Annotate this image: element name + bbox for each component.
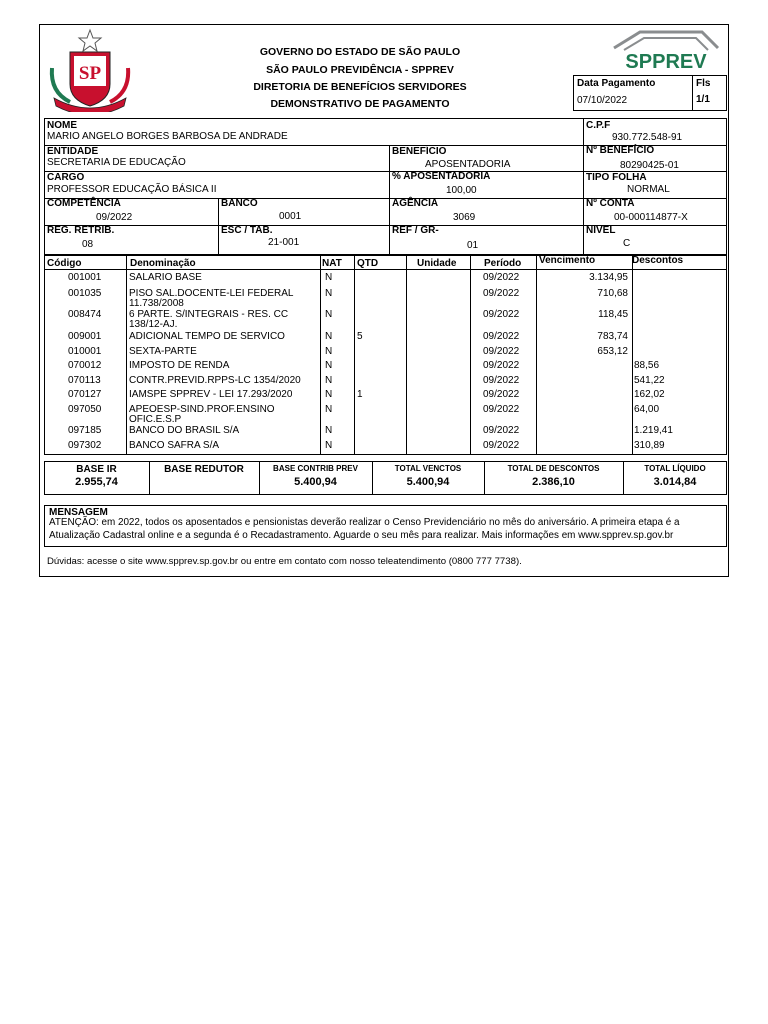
account-value: 00-000114877-X: [614, 212, 688, 223]
item-period: 09/2022: [483, 404, 520, 415]
item-code: 009001: [68, 331, 102, 342]
item-description: BANCO DO BRASIL S/A: [129, 425, 240, 436]
total-deductions-value: 2.386,10: [532, 476, 575, 488]
item-period: 09/2022: [483, 375, 520, 386]
item-earning: 653,12: [597, 346, 628, 357]
col-header-earnings: Vencimento: [539, 255, 596, 266]
item-deduction: 88,56: [634, 360, 660, 371]
item-description: PISO SAL.DOCENTE-LEI FEDERAL: [129, 288, 294, 299]
item-nat: N: [325, 425, 333, 436]
item-description: APEOESP-SIND.PROF.ENSINO: [129, 404, 275, 415]
header-line-3: DIRETORIA DE BENEFÍCIOS SERVIDORES: [253, 81, 467, 93]
item-description: ADICIONAL TEMPO DE SERVICO: [129, 331, 285, 342]
item-nat: N: [325, 272, 333, 283]
item-deduction: 162,02: [634, 389, 665, 400]
col-header-code: Código: [47, 258, 82, 269]
item-code: 001001: [68, 272, 102, 283]
item-description-cont: 138/12-AJ.: [129, 319, 178, 330]
item-period: 09/2022: [483, 288, 520, 299]
total-deductions-label: TOTAL DE DESCONTOS: [507, 464, 600, 473]
level-value: C: [623, 238, 631, 249]
item-period: 09/2022: [483, 440, 520, 451]
net-total-value: 3.014,84: [653, 476, 697, 488]
help-text: Dúvidas: acesse o site www.spprev.sp.gov.br ou entre em contato com nosso teleatendimento (0800 777 7738).: [47, 556, 522, 567]
page-number: 1/1: [696, 94, 710, 105]
item-code: 070012: [68, 360, 102, 371]
header-line-1: GOVERNO DO ESTADO DE SÃO PAULO: [259, 46, 461, 58]
header-line-2: SÃO PAULO PREVIDÊNCIA - SPPREV: [266, 64, 454, 76]
item-nat: N: [325, 389, 333, 400]
item-description: 6 PARTE. S/INTEGRAIS - RES. CC: [129, 309, 289, 320]
item-deduction: 310,89: [634, 440, 665, 451]
header-line-4: DEMONSTRATIVO DE PAGAMENTO: [270, 98, 450, 110]
total-earnings-value: 5.400,94: [406, 476, 450, 488]
base-ir-label: BASE IR: [76, 464, 117, 475]
benefit-number-value: 80290425-01: [620, 160, 679, 171]
svg-text:SP: SP: [78, 63, 102, 84]
item-period: 09/2022: [483, 272, 520, 283]
page-label: Fls: [696, 78, 711, 89]
col-header-period: Período: [484, 258, 522, 269]
pay-regime-value: 08: [82, 239, 94, 250]
position-label: CARGO: [47, 172, 85, 183]
item-code: 008474: [68, 309, 102, 320]
level-label: NIVEL: [586, 225, 616, 236]
item-description: BANCO SAFRA S/A: [129, 440, 220, 451]
cpf-value: 930.772.548-91: [612, 132, 683, 143]
bank-value: 0001: [279, 211, 302, 222]
item-code: 001035: [68, 288, 102, 299]
item-qty: 5: [357, 331, 363, 342]
bank-label: BANCO: [221, 198, 258, 209]
scale-table-value: 21-001: [268, 237, 300, 248]
entity-label: ENTIDADE: [47, 146, 99, 157]
item-description: CONTR.PREVID.RPPS-LC 1354/2020: [129, 375, 301, 386]
item-description: SEXTA-PARTE: [129, 346, 197, 357]
item-nat: N: [325, 288, 333, 299]
item-nat: N: [325, 331, 333, 342]
position-value: PROFESSOR EDUCAÇÃO BÁSICA II: [47, 184, 217, 195]
item-deduction: 541,22: [634, 375, 665, 386]
item-description-cont: OFIC.E.S.P: [129, 414, 182, 425]
col-header-unit: Unidade: [417, 258, 457, 269]
retirement-percent-label: % APOSENTADORIA: [392, 171, 491, 182]
item-deduction: 64,00: [634, 404, 660, 415]
payment-date: 07/10/2022: [577, 95, 628, 106]
base-reducer-label: BASE REDUTOR: [164, 464, 244, 475]
item-period: 09/2022: [483, 346, 520, 357]
col-header-nat: NAT: [322, 258, 342, 269]
item-code: 097185: [68, 425, 102, 436]
pay-regime-label: REG. RETRIB.: [47, 225, 115, 236]
item-code: 010001: [68, 346, 102, 357]
message-label: MENSAGEM: [49, 507, 108, 518]
agency-label: AGÊNCIA: [392, 198, 439, 209]
item-description-cont: 11.738/2008: [129, 298, 184, 309]
item-nat: N: [325, 360, 333, 371]
item-code: 097050: [68, 404, 102, 415]
benefit-label: BENEFÍCIO: [392, 146, 447, 157]
payroll-type-label: TIPO FOLHA: [586, 172, 647, 183]
item-earning: 3.134,95: [589, 272, 628, 283]
benefit-number-label: Nº BENEFÍCIO: [586, 145, 655, 156]
item-description: IMPOSTO DE RENDA: [129, 360, 230, 371]
item-nat: N: [325, 309, 333, 320]
benefit-value: APOSENTADORIA: [425, 159, 511, 170]
col-header-deductions: Descontos: [632, 255, 684, 266]
entity-value: SECRETARIA DE EDUCAÇÃO: [47, 157, 186, 168]
spprev-logo-icon: [610, 28, 722, 74]
item-period: 09/2022: [483, 360, 520, 371]
base-contrib-value: 5.400,94: [294, 476, 337, 488]
item-period: 09/2022: [483, 331, 520, 342]
base-contrib-label: BASE CONTRIB PREV: [273, 464, 358, 473]
name-value: MARIO ANGELO BORGES BARBOSA DE ANDRADE: [47, 131, 288, 142]
net-total-label: TOTAL LÍQUIDO: [644, 464, 706, 473]
col-header-description: Denominação: [130, 258, 196, 269]
ref-grade-label: REF / GR-: [392, 225, 439, 236]
total-earnings-label: TOTAL VENCTOS: [394, 464, 462, 473]
reference-month-label: COMPETÊNCIA: [47, 198, 121, 209]
account-label: Nº CONTA: [586, 198, 635, 209]
item-earning: 118,45: [598, 309, 628, 320]
scale-table-label: ESC / TAB.: [221, 225, 273, 236]
item-code: 070127: [68, 389, 102, 400]
item-period: 09/2022: [483, 389, 520, 400]
item-description: SALARIO BASE: [129, 272, 202, 283]
col-header-qty: QTD: [357, 258, 379, 269]
sao-paulo-coat-of-arms-icon: [44, 28, 136, 112]
item-code: 070113: [68, 375, 101, 386]
item-deduction: 1.219,41: [634, 425, 673, 436]
agency-value: 3069: [453, 212, 476, 223]
item-nat: N: [325, 375, 333, 386]
cpf-label: C.P.F: [586, 120, 611, 131]
reference-month-value: 09/2022: [96, 212, 133, 223]
ref-grade-value: 01: [467, 240, 479, 251]
item-period: 09/2022: [483, 425, 520, 436]
spprev-logo-text: SPPREV: [625, 51, 707, 73]
base-ir-value: 2.955,74: [75, 476, 118, 488]
item-code: 097302: [68, 440, 102, 451]
item-nat: N: [325, 440, 333, 451]
retirement-percent-value: 100,00: [446, 185, 477, 196]
name-label: NOME: [47, 120, 77, 131]
payment-date-label: Data Pagamento: [577, 78, 656, 89]
message-text: ATENÇÃO: em 2022, todos os aposentados e pensionistas deverão realizar o Censo Previdenciário no mês do aniversário. A primeira etapa é a Atualização Cadastral online e a segunda é o Recadastramento. Aguarde o seu mês para realizar. Mais informações em www.spprev.sp.gov.br: [49, 517, 680, 541]
item-nat: N: [325, 404, 333, 415]
item-period: 09/2022: [483, 309, 520, 320]
payroll-type-value: NORMAL: [627, 184, 670, 195]
item-earning: 710,68: [597, 288, 628, 299]
item-description: IAMSPE SPPREV - LEI 17.293/2020: [129, 389, 293, 400]
item-qty: 1: [357, 389, 363, 400]
item-earning: 783,74: [597, 331, 628, 342]
item-nat: N: [325, 346, 333, 357]
